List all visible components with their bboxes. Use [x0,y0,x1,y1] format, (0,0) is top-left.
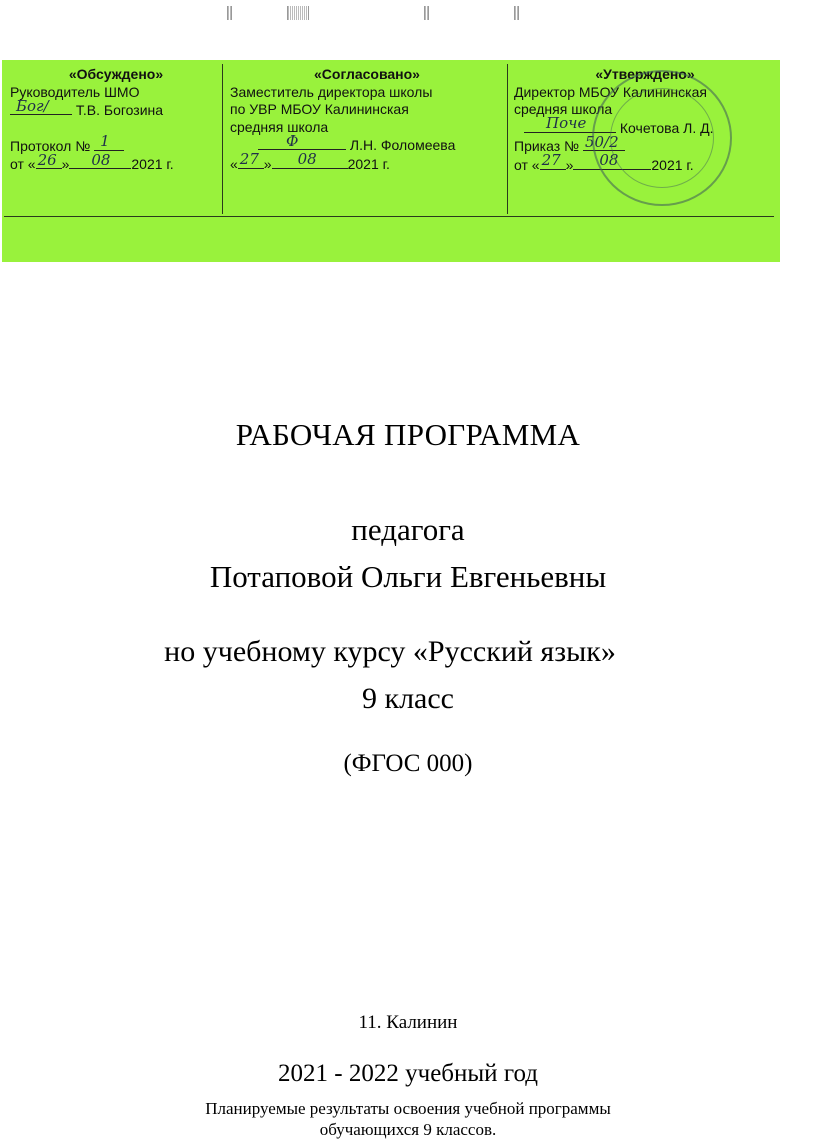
date-day: 27 [541,151,561,169]
date-prefix: от « [10,156,36,172]
scan-artifact-3 [424,6,429,20]
location: 11. Калинин [358,1012,458,1033]
column-divider [222,64,223,214]
approval-agreed [230,66,504,220]
section-heading-line2: обучающихся 9 классов. [319,1120,497,1139]
director-school: средняя школа [514,101,613,117]
section-heading-line1: Планируемые результаты освоения учебной программы [205,1099,611,1118]
date-year: 2021 г. [347,155,390,172]
scan-artifact-4 [514,6,519,20]
approval-discussed [10,66,222,220]
protocol-label: Протокол № [10,137,91,154]
standard: (ФГОС 000) [343,750,473,777]
academic-year: 2021 - 2022 учебный год [278,1060,538,1087]
director-name: Кочетова Л. Д. [619,119,714,136]
date-month: 08 [297,150,317,168]
deputy-name: Л.Н. Фоломеева [349,137,456,153]
order-number: 50/2 [584,132,619,151]
date-prefix: « [230,155,238,172]
date-year: 2021 г. [131,156,174,172]
teacher-name: Потаповой Ольги Евгеньевны [209,559,607,594]
discussed-heading: «Обсуждено» [68,66,164,82]
signature-icon: Бог/ [16,96,49,115]
deputy-label: Заместитель директора школы [230,83,433,100]
protocol-number: 1 [100,132,110,150]
shmo-head-label: Руководитель ШМО [10,83,140,100]
order-label: Приказ № [514,138,580,154]
scan-artifact-1 [227,6,232,20]
date-day: 26 [37,150,57,169]
deputy-school: средняя школа [230,118,329,135]
discussed-date: от « 26 » 08 2021 г. [10,150,174,172]
shmo-head-name: Т.В. Богозина [75,102,164,118]
date-year: 2021 г. [651,156,694,173]
approved-date: от « 27 » 08 2021 г. [514,151,694,173]
date-prefix: от « [514,156,540,173]
column-divider [507,64,508,214]
date-month: 08 [91,150,111,169]
grade: 9 класс [362,682,454,715]
approved-heading: «Утверждено» [595,66,695,82]
signature-icon: Поче [546,114,587,132]
signature-icon: Ф [286,131,299,150]
agreed-date: « 27 » 08 2021 г. [230,150,390,172]
deputy-org: по УВР МБОУ Калининская [230,101,409,117]
scan-artifact-2 [287,6,309,20]
date-day: 27 [239,150,259,168]
director-label: Директор МБОУ Калининская [514,83,707,100]
deputy-signature-line [230,131,504,155]
shmo-signature-line [10,96,222,120]
document-title: РАБОЧАЯ ПРОГРАММА [235,417,581,452]
date-month: 08 [599,151,619,169]
course-name: но учебному курсу «Русский язык» [164,635,616,668]
agreed-heading: «Согласовано» [314,66,420,82]
teacher-label: педагога [351,512,465,547]
school-seal-stamp [592,70,732,206]
